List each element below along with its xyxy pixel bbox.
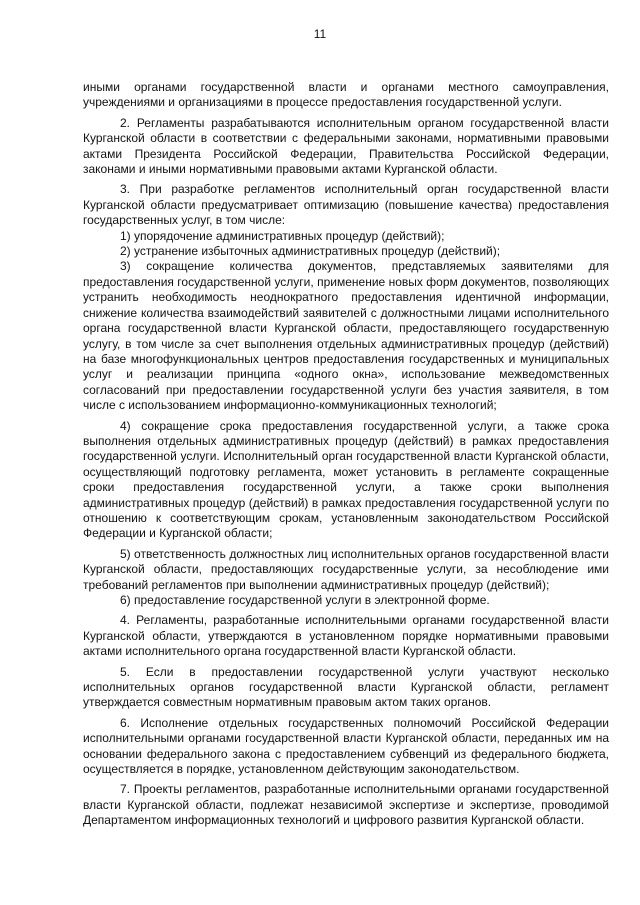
paragraph-continuation: иными органами государственной власти и органами местного самоуправления, учреждениями и организациями в процессе предоставления государственной услуги. <box>83 80 609 110</box>
scan-speck-decoration: · · · <box>325 827 350 833</box>
paragraph-item-3: 3) сокращение количества документов, представляемых заявителями для предоставления государственной услуги, применение новых форм документов, позволяющих устранить необходимость неоднократного предоставления идентичной информации, снижение количества взаимодействий заявителей с должностными лицами исполнительного органа государственной власти Курганской области, предоставляющего государственную услугу, в том числе за счет выполнения отдельных административных процедур (действий) на базе многофункциональных центров предоставления государственных и муниципальных услуг и реализации принципа «одного окна», использование межведомственных согласований при предоставлении государственной услуги без участия заявителя, в том числе с использованием информационно-коммуникационных технологий; <box>83 259 609 413</box>
paragraph-item-1: 1) упорядочение административных процедур (действий); <box>120 228 445 243</box>
paragraph-clause-2: 2. Регламенты разрабатываются исполнительным органом государственной власти Курганской области в соответствии с федеральными законами, нормативными правовыми актами Президента Российской Федерации, Правительства Российской Федерации, законами и иными нормативными правовыми актами Курганской области. <box>83 115 609 177</box>
document-body <box>83 80 609 829</box>
paragraph-clause-6: 6. Исполнение отдельных государственных полномочий Российской Федерации исполнительными органами государственной власти Курганской области, переданных им на основании федерального закона с предоставлением субвенций из федерального бюджета, осуществляется в порядке, установленном действующим законодательством. <box>83 715 609 777</box>
paragraph-clause-4: 4. Регламенты, разработанные исполнительными органами государственной власти Курганской области, утверждаются в установленном порядке нормативными правовыми актами исполнительного органа государственной власти Курганской области. <box>83 613 609 659</box>
paragraph-clause-7: 7. Проекты регламентов, разработанные исполнительными органами государственной власти Курганской области, подлежат независимой экспертизе и экспертизе, проводимой Департаментом информационных технологий и цифрового развития Курганской области. <box>83 782 609 828</box>
paragraph-clause-3: 3. При разработке регламентов исполнительный орган государственной власти Курганской области предусматривает оптимизацию (повышение качества) предоставления государственных услуг, в том числе: <box>83 182 609 228</box>
paragraph-item-2: 2) устранение избыточных административных процедур (действий); <box>120 244 501 259</box>
paragraph-clause-5: 5. Если в предоставлении государственной услуги участвуют несколько исполнительных органов государственной власти Курганской области, регламент утверждается совместным нормативным правовым актом таких органов. <box>83 664 609 710</box>
paragraph-item-6: 6) предоставление государственной услуги в электронной форме. <box>120 593 490 607</box>
paragraph-item-4: 4) сокращение срока предоставления государственной услуги, а также срока выполнения отдельных административных процедур (действий) в рамках предоставления государственной услуги. Исполнительный орган государственной власти Курганской области, осуществляющий подготовку регламента, может установить в регламенте сокращенные сроки предоставления государственной услуги, а также сроки выполнения административных процедур (действий) в рамках предоставления государственной услуги по отношению к соответствующим срокам, установленным законодательством Российской Федерации и Курганской области; <box>83 418 609 541</box>
page-number: 11 <box>313 27 327 41</box>
paragraph-item-5: 5) ответственность должностных лиц исполнительных органов государственной власти Курганской области, предоставляющих государственные услуги, за несоблюдение ими требований регламентов при выполнении административных процедур (действий); <box>83 546 609 592</box>
